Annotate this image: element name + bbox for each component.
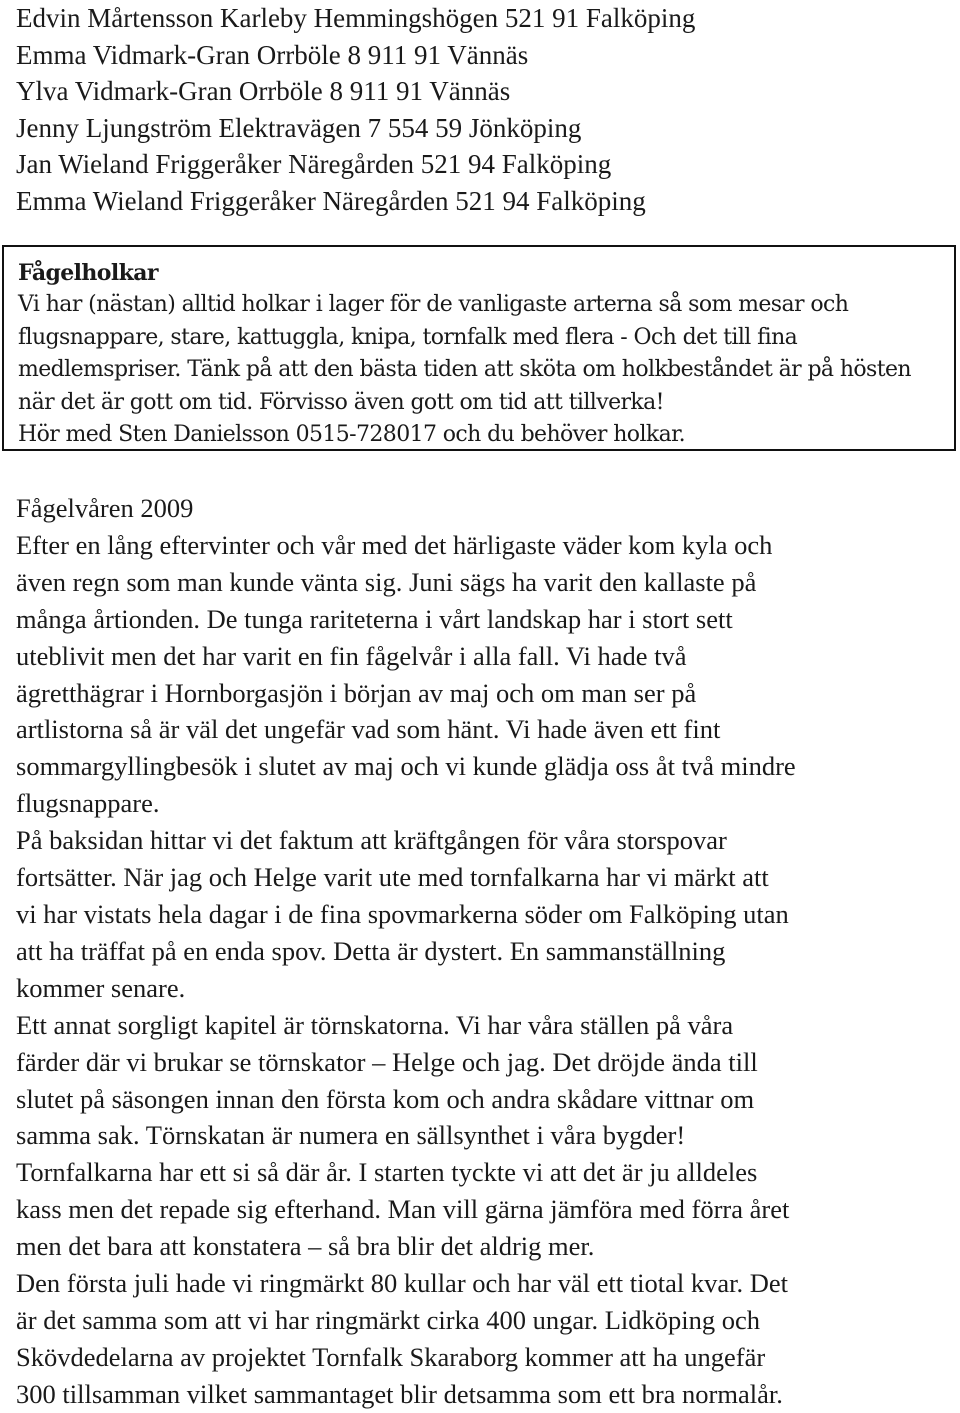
notice-line: när det är gott om tid. Förvisso även gott om tid att tillverka!	[18, 389, 664, 415]
article-line: kass men det repade sig efterhand. Man vill gärna jämföra med förra året	[16, 1194, 790, 1225]
article	[16, 490, 946, 1413]
article-line: Efter en lång eftervinter och vår med det härligaste väder kom kyla och	[16, 529, 773, 560]
nest-box-notice-body	[18, 257, 948, 451]
article-line: Skövdedelarna av projektet Tornfalk Skaraborg kommer att ha ungefär	[16, 1341, 766, 1372]
article-line: men det bara att konstatera – så bra blir det aldrig mer.	[16, 1231, 595, 1262]
notice-line: Vi har (nästan) alltid holkar i lager för de vanligaste arterna så som mesar och	[18, 292, 849, 318]
article-line: 300 tillsamman vilket sammantaget blir detsamma som ett bra normalår.	[16, 1378, 783, 1409]
article-line: kommer senare.	[16, 972, 186, 1003]
article-line: Ett annat sorgligt kapitel är törnskatorna. Vi har våra ställen på våra	[16, 1009, 734, 1040]
member-line: Ylva Vidmark-Gran Orrböle 8 911 91 Vännäs	[16, 76, 511, 107]
document-page	[16, 0, 946, 220]
notice-line: flugsnappare, stare, kattuggla, knipa, tornfalk med flera - Och det till fina	[18, 324, 798, 350]
article-title: Fågelvåren 2009	[16, 493, 194, 523]
member-line: Emma Vidmark-Gran Orrböle 8 911 91 Vännäs	[16, 39, 529, 70]
article-line: att ha träffat på en enda spov. Detta är dystert. En sammanställning	[16, 935, 726, 966]
article-line: sommargyllingbesök i slutet av maj och vi kunde glädja oss åt två mindre	[16, 751, 796, 782]
article-line: flugsnappare.	[16, 788, 160, 819]
nest-box-notice	[2, 245, 956, 451]
article-line: uteblivit men det har varit en fin fågelvår i alla fall. Vi hade två	[16, 640, 687, 671]
member-line: Emma Wieland Friggeråker Näregården 521 94 Falköping	[16, 185, 646, 216]
member-line: Jan Wieland Friggeråker Näregården 521 94 Falköping	[16, 149, 612, 180]
article-line: färder där vi brukar se törnskator – Helge och jag. Det dröjde ända till	[16, 1046, 758, 1077]
notice-line: Hör med Sten Danielsson 0515-728017 och du behöver holkar.	[18, 422, 686, 448]
article-line: många årtionden. De tunga rariteterna i vårt landskap har i stort sett	[16, 603, 733, 634]
article-line: ägretthägrar i Hornborgasjön i början av maj och om man ser på	[16, 677, 697, 708]
article-line: samma sak. Törnskatan är numera en sällsynthet i våra bygder!	[16, 1120, 686, 1151]
notice-line: medlemspriser. Tänk på att den bästa tiden att sköta om holkbeståndet är på hösten	[18, 357, 911, 383]
member-list	[16, 0, 946, 220]
article-line: På baksidan hittar vi det faktum att kräftgången för våra storspovar	[16, 825, 727, 856]
article-line: Tornfalkarna har ett si så där år. I starten tyckte vi att det är ju alldeles	[16, 1157, 758, 1188]
member-line: Edvin Mårtensson Karleby Hemmingshögen 521 91 Falköping	[16, 3, 696, 33]
nest-box-notice-title: Fågelholkar	[18, 260, 158, 286]
article-line: vi har vistats hela dagar i de fina spovmarkerna söder om Falköping utan	[16, 898, 789, 929]
article-line: Den första juli hade vi ringmärkt 80 kullar och har väl ett tiotal kvar. Det	[16, 1268, 788, 1299]
article-line: artlistorna så är väl det ungefär vad som hänt. Vi hade även ett fint	[16, 714, 721, 745]
article-line: slutet på säsongen innan den första kom och andra skådare vittnar om	[16, 1083, 755, 1114]
member-line: Jenny Ljungström Elektravägen 7 554 59 Jönköping	[16, 112, 582, 143]
article-line: fortsätter. När jag och Helge varit ute med tornfalkarna har vi märkt att	[16, 862, 769, 893]
article-line: är det samma som att vi har ringmärkt cirka 400 ungar. Lidköping och	[16, 1304, 761, 1335]
article-line: även regn som man kunde vänta sig. Juni sägs ha varit den kallaste på	[16, 566, 757, 597]
